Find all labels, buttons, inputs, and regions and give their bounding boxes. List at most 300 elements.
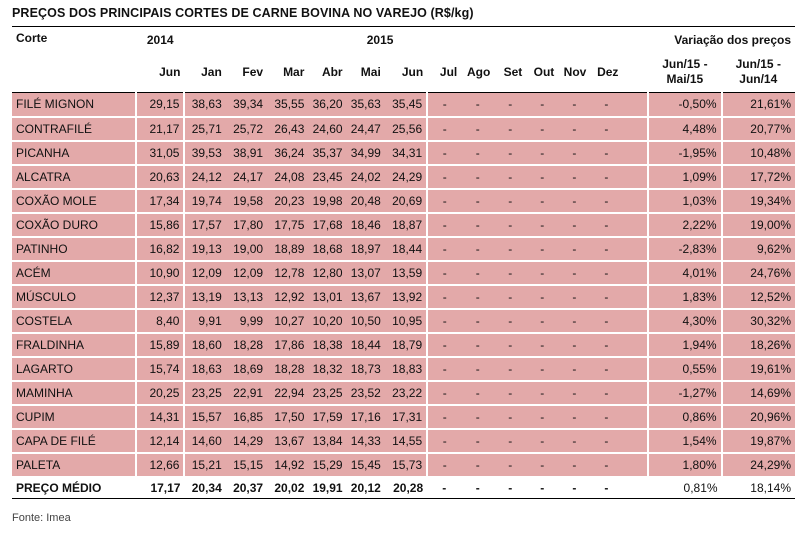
- spacer-cell: [622, 189, 648, 213]
- price-cell: 17,34: [136, 189, 185, 213]
- variation-year-cell: 19,61%: [722, 357, 795, 381]
- empty-price-cell: -: [427, 237, 461, 261]
- price-cell: 20,28: [385, 477, 427, 499]
- empty-price-cell: -: [461, 477, 494, 499]
- empty-price-cell: -: [461, 333, 494, 357]
- price-cell: 13,92: [385, 285, 427, 309]
- year-2014-header: 2014: [136, 27, 185, 53]
- spacer-cell: [622, 285, 648, 309]
- table-row: [12, 405, 795, 429]
- empty-price-cell: -: [590, 261, 622, 285]
- price-cell: 24,17: [226, 165, 267, 189]
- cut-name: FILÉ MIGNON: [12, 93, 136, 117]
- corte-header: Corte: [12, 27, 136, 93]
- price-cell: 18,44: [385, 237, 427, 261]
- spacer-cell: [622, 165, 648, 189]
- spacer-cell: [622, 453, 648, 477]
- price-cell: 25,71: [184, 117, 225, 141]
- empty-price-cell: -: [494, 93, 526, 117]
- variation-month-cell: 1,03%: [648, 189, 721, 213]
- price-cell: 18,60: [184, 333, 225, 357]
- cut-name: FRALDINHA: [12, 333, 136, 357]
- empty-price-cell: -: [427, 429, 461, 453]
- price-cell: 19,58: [226, 189, 267, 213]
- price-cell: 12,66: [136, 453, 185, 477]
- price-cell: 23,25: [308, 381, 346, 405]
- empty-price-cell: -: [526, 333, 558, 357]
- empty-price-cell: -: [494, 405, 526, 429]
- empty-price-cell: -: [558, 405, 590, 429]
- price-cell: 22,91: [226, 381, 267, 405]
- cut-name: PATINHO: [12, 237, 136, 261]
- cut-name: ACÉM: [12, 261, 136, 285]
- variation-year-cell: 24,29%: [722, 453, 795, 477]
- empty-price-cell: -: [494, 165, 526, 189]
- empty-price-cell: -: [558, 117, 590, 141]
- price-cell: 17,75: [267, 213, 308, 237]
- empty-price-cell: -: [427, 141, 461, 165]
- table-row: [12, 309, 795, 333]
- empty-price-cell: -: [427, 405, 461, 429]
- price-cell: 23,22: [385, 381, 427, 405]
- variation-month-header: [648, 53, 721, 93]
- price-cell: 23,45: [308, 165, 346, 189]
- spacer-cell: [622, 333, 648, 357]
- price-cell: 9,91: [184, 309, 225, 333]
- empty-price-cell: -: [461, 309, 494, 333]
- empty-price-cell: -: [558, 309, 590, 333]
- month-header: Jan: [184, 53, 225, 93]
- empty-price-cell: -: [494, 333, 526, 357]
- price-cell: 12,78: [267, 261, 308, 285]
- table-row: [12, 165, 795, 189]
- variation-month-cell: 0,55%: [648, 357, 721, 381]
- empty-price-cell: -: [590, 333, 622, 357]
- empty-price-cell: -: [494, 117, 526, 141]
- empty-price-cell: -: [526, 429, 558, 453]
- price-cell: 18,28: [226, 333, 267, 357]
- price-cell: 24,60: [308, 117, 346, 141]
- price-cell: 23,52: [347, 381, 385, 405]
- spacer-cell: [622, 309, 648, 333]
- price-cell: 35,55: [267, 93, 308, 117]
- variation-month-cell: 1,80%: [648, 453, 721, 477]
- price-cell: 35,37: [308, 141, 346, 165]
- price-cell: 12,80: [308, 261, 346, 285]
- header-row-top: [12, 27, 795, 53]
- month-header: Jul: [427, 53, 461, 93]
- table-row: [12, 117, 795, 141]
- variation-year-cell: 19,34%: [722, 189, 795, 213]
- spacer-cell: [622, 429, 648, 453]
- price-cell: 18,44: [347, 333, 385, 357]
- table-title: PREÇOS DOS PRINCIPAIS CORTES DE CARNE BOVINA NO VAREJO (R$/kg): [12, 6, 474, 20]
- price-cell: 18,46: [347, 213, 385, 237]
- price-cell: 15,15: [226, 453, 267, 477]
- empty-price-cell: -: [590, 189, 622, 213]
- price-cell: 14,92: [267, 453, 308, 477]
- cut-name: MÚSCULO: [12, 285, 136, 309]
- price-cell: 12,92: [267, 285, 308, 309]
- variation-month-cell: 2,22%: [648, 213, 721, 237]
- price-cell: 14,29: [226, 429, 267, 453]
- variation-year-cell: 17,72%: [722, 165, 795, 189]
- empty-price-cell: -: [427, 213, 461, 237]
- price-cell: 36,20: [308, 93, 346, 117]
- variation-year-cell: 10,48%: [722, 141, 795, 165]
- price-cell: 35,63: [347, 93, 385, 117]
- price-cell: 14,55: [385, 429, 427, 453]
- empty-price-cell: -: [558, 237, 590, 261]
- variation-year-cell: 12,52%: [722, 285, 795, 309]
- empty-price-cell: -: [558, 381, 590, 405]
- price-cell: 10,50: [347, 309, 385, 333]
- variation-month-cell: -1,95%: [648, 141, 721, 165]
- empty-price-cell: -: [558, 93, 590, 117]
- var1-line1: Jun/15 -: [662, 57, 708, 72]
- price-cell: 10,95: [385, 309, 427, 333]
- variation-month-cell: 4,48%: [648, 117, 721, 141]
- empty-price-cell: -: [494, 213, 526, 237]
- empty-price-cell: -: [526, 213, 558, 237]
- spacer-cell: [622, 261, 648, 285]
- empty-price-cell: -: [427, 93, 461, 117]
- empty-price-cell: -: [558, 429, 590, 453]
- cut-name: CAPA DE FILÉ: [12, 429, 136, 453]
- price-cell: 18,97: [347, 237, 385, 261]
- variation-month-cell: -0,50%: [648, 93, 721, 117]
- variation-year-cell: 18,14%: [722, 477, 795, 499]
- empty-price-cell: -: [427, 333, 461, 357]
- month-header: Abr: [308, 53, 346, 93]
- table-body: [12, 93, 795, 499]
- empty-price-cell: -: [590, 405, 622, 429]
- empty-price-cell: -: [526, 189, 558, 213]
- price-cell: 14,33: [347, 429, 385, 453]
- empty-price-cell: -: [526, 165, 558, 189]
- price-cell: 19,98: [308, 189, 346, 213]
- empty-price-cell: -: [494, 453, 526, 477]
- variation-year-cell: 30,32%: [722, 309, 795, 333]
- price-cell: 13,67: [267, 429, 308, 453]
- empty-price-cell: -: [558, 285, 590, 309]
- price-cell: 13,13: [226, 285, 267, 309]
- empty-price-cell: -: [494, 381, 526, 405]
- empty-price-cell: -: [427, 309, 461, 333]
- empty-price-cell: -: [494, 285, 526, 309]
- empty-price-cell: -: [590, 237, 622, 261]
- variation-year-cell: 9,62%: [722, 237, 795, 261]
- price-cell: 13,59: [385, 261, 427, 285]
- spacer-cell: [622, 141, 648, 165]
- price-cell: 20,02: [267, 477, 308, 499]
- empty-price-cell: -: [526, 381, 558, 405]
- empty-price-cell: -: [427, 477, 461, 499]
- empty-price-cell: -: [427, 165, 461, 189]
- price-cell: 36,24: [267, 141, 308, 165]
- month-header: Out: [526, 53, 558, 93]
- empty-price-cell: -: [590, 285, 622, 309]
- empty-price-cell: -: [461, 189, 494, 213]
- empty-price-cell: -: [461, 429, 494, 453]
- price-cell: 15,29: [308, 453, 346, 477]
- price-cell: 12,14: [136, 429, 185, 453]
- month-header: Set: [494, 53, 526, 93]
- price-cell: 15,74: [136, 357, 185, 381]
- variation-header: Variação dos preços: [648, 27, 795, 53]
- price-cell: 19,91: [308, 477, 346, 499]
- empty-price-cell: -: [427, 453, 461, 477]
- empty-price-cell: -: [494, 429, 526, 453]
- empty-price-cell: -: [590, 165, 622, 189]
- price-cell: 16,82: [136, 237, 185, 261]
- cut-name: COSTELA: [12, 309, 136, 333]
- month-header: Dez: [590, 53, 622, 93]
- price-cell: 8,40: [136, 309, 185, 333]
- variation-year-cell: 18,26%: [722, 333, 795, 357]
- price-cell: 12,09: [226, 261, 267, 285]
- empty-price-cell: -: [526, 261, 558, 285]
- price-cell: 19,13: [184, 237, 225, 261]
- price-cell: 24,08: [267, 165, 308, 189]
- empty-price-cell: -: [427, 261, 461, 285]
- empty-price-cell: -: [494, 261, 526, 285]
- price-cell: 13,19: [184, 285, 225, 309]
- price-cell: 20,25: [136, 381, 185, 405]
- month-header: Jun: [136, 53, 185, 93]
- var2-line1: Jun/15 -: [735, 57, 781, 72]
- variation-month-cell: 4,30%: [648, 309, 721, 333]
- empty-price-cell: -: [590, 117, 622, 141]
- price-cell: 20,48: [347, 189, 385, 213]
- empty-price-cell: -: [427, 381, 461, 405]
- month-header: Mar: [267, 53, 308, 93]
- price-cell: 38,91: [226, 141, 267, 165]
- variation-month-cell: 1,09%: [648, 165, 721, 189]
- variation-month-cell: -1,27%: [648, 381, 721, 405]
- price-cell: 38,63: [184, 93, 225, 117]
- price-cell: 18,83: [385, 357, 427, 381]
- empty-price-cell: -: [494, 477, 526, 499]
- empty-price-cell: -: [590, 477, 622, 499]
- month-header: Fev: [226, 53, 267, 93]
- spacer-cell: [622, 405, 648, 429]
- empty-price-cell: -: [461, 405, 494, 429]
- price-cell: 18,28: [267, 357, 308, 381]
- cut-name: COXÃO DURO: [12, 213, 136, 237]
- variation-year-cell: 20,77%: [722, 117, 795, 141]
- empty-price-cell: -: [558, 453, 590, 477]
- price-cell: 15,21: [184, 453, 225, 477]
- var2-line2: Jun/14: [739, 72, 778, 87]
- spacer-cell: [622, 117, 648, 141]
- empty-price-cell: -: [526, 453, 558, 477]
- month-header: Jun: [385, 53, 427, 93]
- empty-price-cell: -: [427, 117, 461, 141]
- price-cell: 34,99: [347, 141, 385, 165]
- empty-price-cell: -: [590, 309, 622, 333]
- empty-price-cell: -: [461, 285, 494, 309]
- table-row: [12, 141, 795, 165]
- price-cell: 34,31: [385, 141, 427, 165]
- empty-price-cell: -: [461, 117, 494, 141]
- source-note: Fonte: Imea: [12, 512, 71, 524]
- price-cell: 17,80: [226, 213, 267, 237]
- table-row: [12, 333, 795, 357]
- empty-price-cell: -: [590, 429, 622, 453]
- price-cell: 35,45: [385, 93, 427, 117]
- empty-price-cell: -: [526, 285, 558, 309]
- price-cell: 18,79: [385, 333, 427, 357]
- cut-name: MAMINHA: [12, 381, 136, 405]
- empty-price-cell: -: [526, 357, 558, 381]
- cut-name: PREÇO MÉDIO: [12, 477, 136, 499]
- variation-month-cell: -2,83%: [648, 237, 721, 261]
- empty-price-cell: -: [526, 309, 558, 333]
- empty-price-cell: -: [558, 333, 590, 357]
- empty-price-cell: -: [558, 477, 590, 499]
- price-cell: 16,85: [226, 405, 267, 429]
- price-cell: 25,72: [226, 117, 267, 141]
- price-cell: 26,43: [267, 117, 308, 141]
- variation-year-header: [722, 53, 795, 93]
- spacer-cell: [622, 213, 648, 237]
- table-row: [12, 453, 795, 477]
- price-cell: 19,74: [184, 189, 225, 213]
- price-cell: 18,69: [226, 357, 267, 381]
- table-row: [12, 381, 795, 405]
- variation-year-cell: 24,76%: [722, 261, 795, 285]
- price-cell: 19,00: [226, 237, 267, 261]
- price-cell: 17,68: [308, 213, 346, 237]
- price-cell: 13,01: [308, 285, 346, 309]
- price-cell: 15,86: [136, 213, 185, 237]
- empty-price-cell: -: [494, 357, 526, 381]
- variation-year-cell: 20,96%: [722, 405, 795, 429]
- cut-name: LAGARTO: [12, 357, 136, 381]
- month-header: Mai: [347, 53, 385, 93]
- table-row: [12, 213, 795, 237]
- price-cell: 15,57: [184, 405, 225, 429]
- empty-price-cell: -: [461, 261, 494, 285]
- cut-name: COXÃO MOLE: [12, 189, 136, 213]
- empty-price-cell: -: [558, 165, 590, 189]
- empty-price-cell: -: [494, 141, 526, 165]
- price-cell: 29,15: [136, 93, 185, 117]
- variation-year-cell: 21,61%: [722, 93, 795, 117]
- price-cell: 12,37: [136, 285, 185, 309]
- table-row: [12, 429, 795, 453]
- table-row: [12, 261, 795, 285]
- var1-line2: Mai/15: [666, 72, 704, 87]
- price-cell: 15,73: [385, 453, 427, 477]
- empty-price-cell: -: [494, 189, 526, 213]
- price-cell: 17,57: [184, 213, 225, 237]
- price-cell: 23,25: [184, 381, 225, 405]
- price-cell: 20,69: [385, 189, 427, 213]
- variation-month-cell: 0,86%: [648, 405, 721, 429]
- cut-name: PICANHA: [12, 141, 136, 165]
- empty-price-cell: -: [558, 261, 590, 285]
- empty-price-cell: -: [526, 237, 558, 261]
- price-cell: 21,17: [136, 117, 185, 141]
- empty-price-cell: -: [461, 381, 494, 405]
- price-cell: 25,56: [385, 117, 427, 141]
- empty-price-cell: -: [526, 405, 558, 429]
- empty-price-cell: -: [526, 477, 558, 499]
- price-cell: 24,02: [347, 165, 385, 189]
- spacer-cell: [622, 381, 648, 405]
- empty-price-cell: -: [558, 141, 590, 165]
- price-cell: 10,27: [267, 309, 308, 333]
- price-cell: 24,29: [385, 165, 427, 189]
- price-cell: 39,53: [184, 141, 225, 165]
- empty-price-cell: -: [461, 453, 494, 477]
- empty-price-cell: -: [590, 141, 622, 165]
- price-cell: 20,34: [184, 477, 225, 499]
- price-cell: 13,07: [347, 261, 385, 285]
- table-row: [12, 93, 795, 117]
- price-cell: 18,87: [385, 213, 427, 237]
- empty-price-cell: -: [461, 213, 494, 237]
- empty-price-cell: -: [590, 453, 622, 477]
- price-cell: 18,32: [308, 357, 346, 381]
- price-cell: 17,16: [347, 405, 385, 429]
- price-cell: 10,90: [136, 261, 185, 285]
- price-cell: 18,38: [308, 333, 346, 357]
- variation-month-cell: 1,54%: [648, 429, 721, 453]
- year-2015-label: 2015: [366, 32, 394, 47]
- month-header: Nov: [558, 53, 590, 93]
- variation-month-cell: 1,94%: [648, 333, 721, 357]
- price-cell: 12,09: [184, 261, 225, 285]
- empty-price-cell: -: [526, 117, 558, 141]
- average-row: [12, 477, 795, 499]
- price-cell: 17,17: [136, 477, 185, 499]
- price-cell: 18,68: [308, 237, 346, 261]
- price-cell: 31,05: [136, 141, 185, 165]
- empty-price-cell: -: [558, 189, 590, 213]
- price-cell: 17,86: [267, 333, 308, 357]
- price-cell: 18,73: [347, 357, 385, 381]
- empty-price-cell: -: [461, 237, 494, 261]
- spacer-cell: [622, 93, 648, 117]
- empty-price-cell: -: [590, 213, 622, 237]
- spacer-cell: [622, 237, 648, 261]
- table-row: [12, 189, 795, 213]
- empty-price-cell: -: [494, 237, 526, 261]
- price-cell: 39,34: [226, 93, 267, 117]
- month-header: Ago: [461, 53, 494, 93]
- price-cell: 15,45: [347, 453, 385, 477]
- price-cell: 14,60: [184, 429, 225, 453]
- price-cell: 20,37: [226, 477, 267, 499]
- variation-year-cell: 14,69%: [722, 381, 795, 405]
- empty-price-cell: -: [558, 357, 590, 381]
- price-cell: 17,31: [385, 405, 427, 429]
- empty-price-cell: -: [590, 93, 622, 117]
- price-cell: 18,63: [184, 357, 225, 381]
- price-cell: 13,67: [347, 285, 385, 309]
- empty-price-cell: -: [461, 165, 494, 189]
- price-cell: 22,94: [267, 381, 308, 405]
- cut-name: CONTRAFILÉ: [12, 117, 136, 141]
- price-cell: 20,63: [136, 165, 185, 189]
- spacer-header: [622, 27, 648, 53]
- empty-price-cell: -: [461, 357, 494, 381]
- price-cell: 13,84: [308, 429, 346, 453]
- variation-month-cell: 1,83%: [648, 285, 721, 309]
